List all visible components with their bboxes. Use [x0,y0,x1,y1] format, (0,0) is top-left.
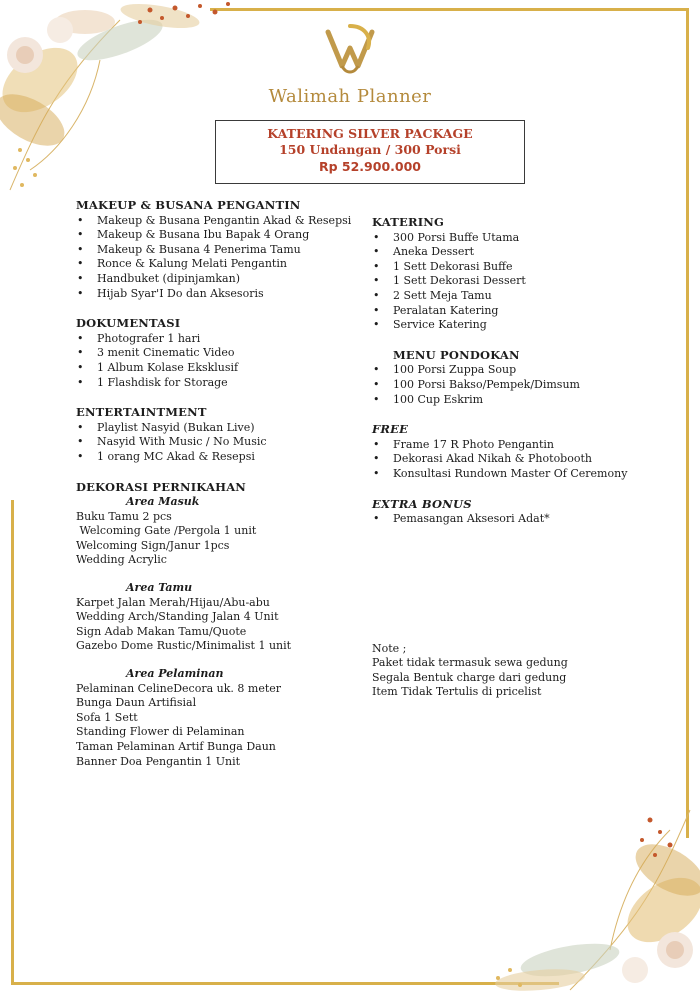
list-item: • Photografer 1 hari [76,332,366,347]
list-item: • 100 Porsi Zuppa Soup [372,363,672,378]
note-label: Note ; [372,641,407,655]
gold-frame-top [210,8,688,11]
package-subtitle: 150 Undangan / 300 Porsi [279,142,461,157]
note-line: Item Tidak Tertulis di pricelist [372,685,542,699]
section-heading: DOKUMENTASI [76,316,181,331]
list-item: • 300 Porsi Buffe Utama [372,231,672,246]
list-item: • Dekorasi Akad Nikah & Photobooth [372,452,672,467]
note-block [372,642,672,700]
text-line: Pelaminan CelineDecora uk. 8 meter [76,681,282,695]
section-menu-pondokan [372,348,672,407]
item-list [372,231,672,333]
list-item: • Peralatan Katering [372,304,672,319]
list-item: • 1 Flashdisk for Storage [76,376,366,391]
section-heading: EXTRA BONUS [372,496,472,511]
list-item: • Nasyid With Music / No Music [76,435,366,450]
text-line: Standing Flower di Pelaminan [76,725,245,739]
text-line: Wedding Acrylic [76,553,167,567]
list-item: • Makeup & Busana 4 Penerima Tamu [76,243,366,258]
note-line: Paket tidak termasuk sewa gedung [372,656,568,670]
section-free [372,422,672,481]
item-list [372,438,672,482]
list-item: • Handbuket (dipinjamkan) [76,272,366,287]
item-list [372,512,672,527]
area-pelaminan-label: Area Pelaminan [126,667,224,681]
section-heading: ENTERTAINTMENT [76,405,207,420]
item-list [76,214,366,302]
list-item: • 1 Sett Dekorasi Buffe [372,260,672,275]
list-item: • 1 Sett Dekorasi Dessert [372,274,672,289]
area-masuk-label: Area Masuk [126,495,200,509]
list-item: • Makeup & Busana Ibu Bapak 4 Orang [76,228,366,243]
section-extra-bonus [372,497,672,527]
section-heading: FREE [372,422,409,437]
item-list [372,363,672,407]
floral-corner-bottom-right-icon [450,800,700,1000]
list-item: • Playlist Nasyid (Bukan Live) [76,421,366,436]
text-line: Buku Tamu 2 pcs [76,509,172,523]
list-item: • 1 Album Kolase Eksklusif [76,361,366,376]
package-title: KATERING SILVER PACKAGE [267,126,473,141]
section-katering [372,215,672,333]
text-line: Welcoming Sign/Janur 1pcs [76,538,230,552]
text-line: Banner Doa Pengantin 1 Unit [76,754,241,768]
gold-frame-left [11,500,14,984]
section-makeup [76,198,366,301]
list-item: • 100 Porsi Bakso/Pempek/Dimsum [372,378,672,393]
brand-logo [255,22,445,107]
list-item: • Hijab Syar'I Do dan Aksesoris [76,287,366,302]
item-list [76,421,366,465]
list-item: • Service Katering [372,318,672,333]
section-heading: MAKEUP & BUSANA PENGANTIN [76,198,301,212]
package-title-box [215,120,525,184]
section-heading: DEKORASI PERNIKAHAN [76,479,247,494]
text-line: Sign Adab Makan Tamu/Quote [76,624,247,638]
list-item: • Pemasangan Aksesori Adat* [372,512,672,527]
list-item: • 3 menit Cinematic Video [76,346,366,361]
section-entertainment [76,405,366,464]
list-item: • Ronce & Kalung Melati Pengantin [76,257,366,272]
text-line: Sofa 1 Sett [76,710,138,724]
list-item: • Frame 17 R Photo Pengantin [372,438,672,453]
section-dokumentasi [76,316,366,390]
list-item: • Aneka Dessert [372,245,672,260]
text-line: Karpet Jalan Merah/Hijau/Abu-abu [76,595,270,609]
section-dekorasi [76,480,366,770]
list-item: • 1 orang MC Akad & Resepsi [76,450,366,465]
left-column [76,198,366,778]
area-tamu-label: Area Tamu [126,581,193,595]
text-line: Taman Pelaminan Artif Bunga Daun [76,740,276,753]
list-item: • 2 Sett Meja Tamu [372,289,672,304]
list-item: • Konsultasi Rundown Master Of Ceremony [372,467,672,482]
note-line: Segala Bentuk charge dari gedung [372,670,567,684]
text-line: Bunga Daun Artifisial [76,696,197,710]
section-heading: MENU PONDOKAN [393,347,520,362]
right-column [372,215,672,700]
text-line: Welcoming Gate /Pergola 1 unit [76,524,257,538]
list-item: • 100 Cup Eskrim [372,393,672,408]
item-list [76,332,366,390]
section-heading: KATERING [372,215,445,229]
text-line: Wedding Arch/Standing Jalan 4 Unit [76,610,279,624]
package-price: Rp 52.900.000 [318,159,421,174]
gold-frame-right [686,8,689,838]
text-line: Gazebo Dome Rustic/Minimalist 1 unit [76,639,292,653]
floral-corner-top-left-icon [0,0,250,200]
list-item: • Makeup & Busana Pengantin Akad & Resepsi [76,214,366,229]
walimah-logo-icon [320,22,380,80]
brand-name: Walimah Planner [268,86,432,107]
